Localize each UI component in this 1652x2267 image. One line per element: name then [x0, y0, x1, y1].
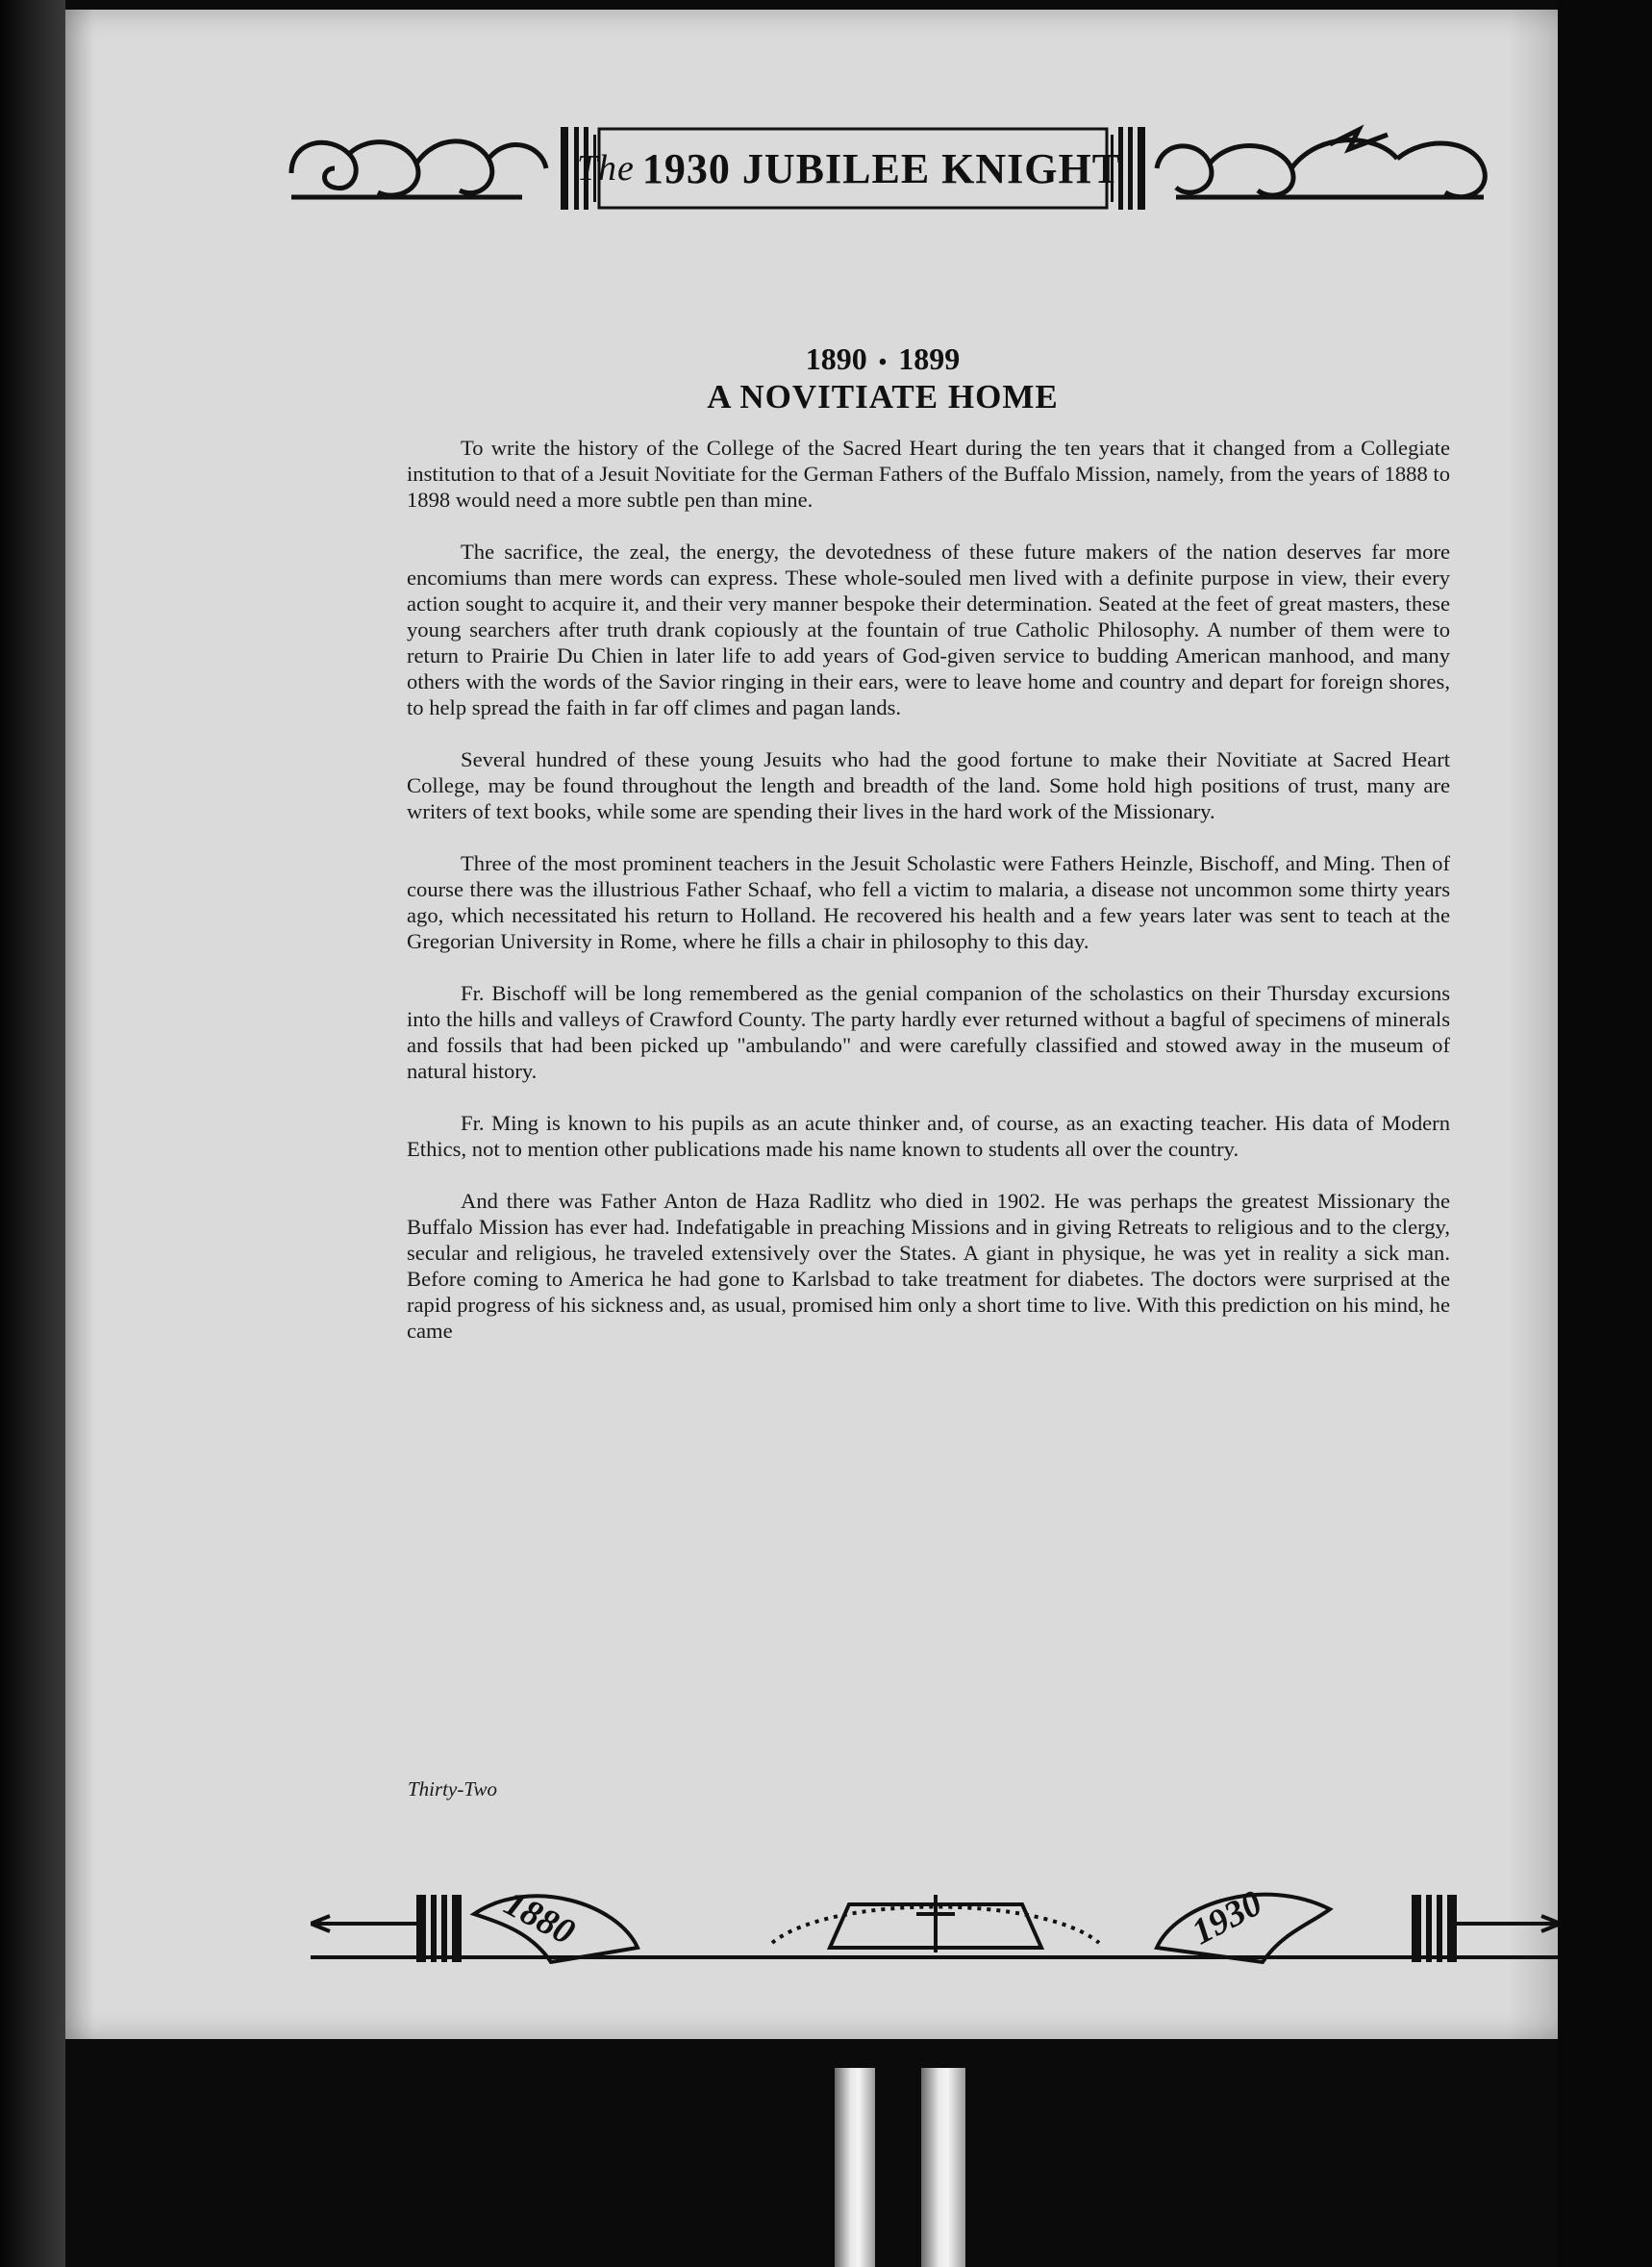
scanner-clip	[921, 2068, 965, 2267]
paragraph: Several hundred of these young Jesuits who had the good fortune to make their Novitiate at Sacred Heart College, may be found throughout the length and breadth of the land. Some hold high positions of trust, many are writers of text books, while some are spending their lives in the hard work of the Missionary.	[407, 747, 1450, 823]
header-title-prefix: The	[576, 148, 635, 189]
running-header-title	[576, 135, 1122, 202]
page-left-shadow	[65, 10, 94, 2039]
paragraph: Fr. Bischoff will be long remembered as the genial companion of the scholastics on their Thursday excursions into the hills and valleys of Crawford County. The party hardly ever returned without a bagful of specimens of minerals and fossils that had been picked up "ambulando" and were carefully classified and stowed away in the museum of natural history.	[407, 981, 1450, 1083]
chapter-year-range	[354, 341, 1412, 377]
year-separator: •	[878, 350, 888, 375]
scan-right-edge	[1558, 0, 1652, 2267]
footer-year-left: 1880	[497, 1882, 582, 1953]
paragraph: Fr. Ming is known to his pupils as an acute thinker and, of course, as an exacting teacher. His data of Modern Ethics, not to mention other publications made his name known to students all over the country.	[407, 1111, 1450, 1161]
header-title-main: 1930 JUBILEE KNIGHT	[641, 144, 1122, 192]
footer-ornament	[311, 1856, 1561, 1981]
paragraph: Three of the most prominent teachers in the Jesuit Scholastic were Fathers Heinzle, Bischoff, and Ming. Then of course there was the illustrious Father Schaaf, who fell a victim to malaria, a disease not uncommon some thirty years ago, which necessitated his return to Holland. He recovered his health and a few years later was sent to teach at the Gregorian University in Rome, where he fills a chair in philosophy to this day.	[407, 851, 1450, 953]
header-banner	[282, 115, 1503, 221]
scan-left-edge	[0, 0, 65, 2267]
year-start: 1890	[805, 341, 867, 376]
article-body	[407, 435, 1450, 1370]
footer-year-right: 1930	[1185, 1882, 1269, 1953]
scanner-clip	[835, 2068, 875, 2267]
book-page	[65, 10, 1575, 2039]
chapter-title: A NOVITIATE HOME	[707, 378, 1059, 416]
page-number: Thirty-Two	[408, 1777, 497, 1801]
year-end: 1899	[898, 341, 961, 376]
paragraph: And there was Father Anton de Haza Radlitz who died in 1902. He was perhaps the greatest Missionary the Buffalo Mission has ever had. Indefatigable in preaching Missions and in giving Retreats to religious and to the clergy, secular and religious, he traveled extensively over the States. A giant in physique, he was yet in reality a sick man. Before coming to America he had gone to Karlsbad to take treatment for diabetes. The doctors were surprised at the rapid progress of his sickness and, as usual, promised him only a short time to live. With this prediction on his mind, he came	[407, 1189, 1450, 1343]
paragraph: To write the history of the College of the Sacred Heart during the ten years that it changed from a Collegiate institution to that of a Jesuit Novitiate for the German Fathers of the Buffalo Mission, namely, from the years of 1888 to 1898 would need a more subtle pen than mine.	[407, 436, 1450, 512]
paragraph: The sacrifice, the zeal, the energy, the devotedness of these future makers of the nation deserves far more encomiums than mere words can express. These whole-souled men lived with a definite purpose in view, their every action sought to acquire it, and their very manner bespoke their determination. Seated at the feet of great masters, these young searchers after truth drank copiously at the fountain of true Catholic Philosophy. A number of them were to return to Prairie Du Chien in later life to add years of God-given service to budding American manhood, and many others with the words of the Savior ringing in their ears, were to leave home and country and depart for foreign shores, to help spread the faith in far off climes and pagan lands.	[407, 540, 1450, 719]
